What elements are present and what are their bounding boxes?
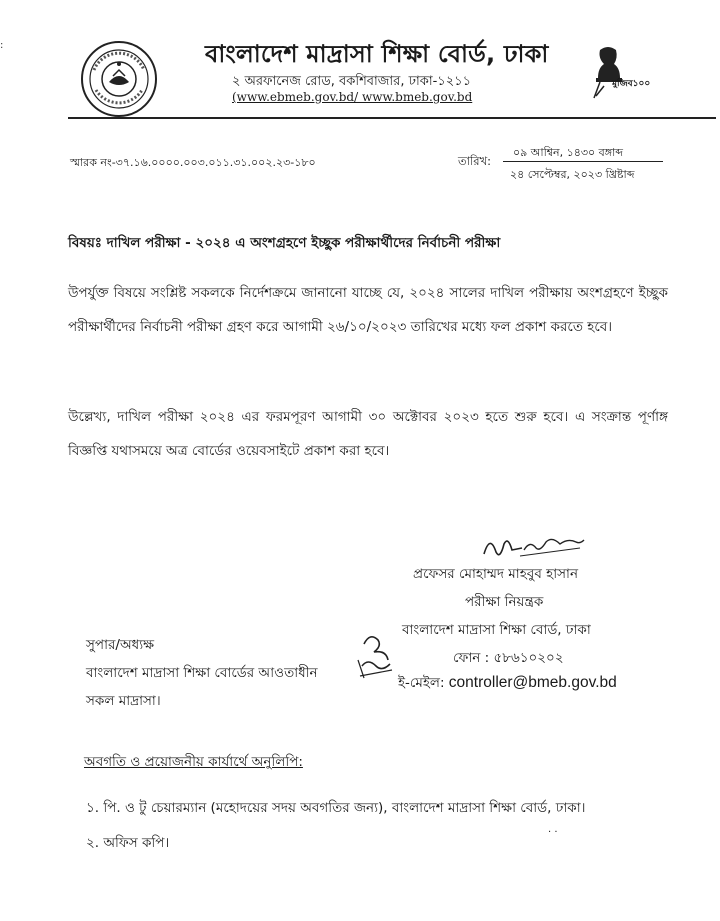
mujib-100-emblem-icon [590,42,658,102]
email-label: ই-মেইল: [398,675,445,691]
page-edge-mark: : [0,40,4,51]
date-bangla: ০৯ আশ্বিন, ১৪৩০ বঙ্গাব্দ [513,146,624,159]
mujib-100-text: মুজিব১০০ [612,79,651,89]
subject-line: বিষয়ঃ দাখিল পরীক্ষা - ২০২৪ এ অংশগ্রহণে ইচ্ছুক পরীক্ষার্থীদের নির্বাচনী পরীক্ষা [68,235,501,251]
board-title: বাংলাদেশ মাদ্রাসা শিক্ষা বোর্ড, ঢাকা [205,40,549,68]
board-seal-logo [80,40,158,118]
copy-item-1: ১. পি. ও টু চেয়ারম্যান (মহোদয়ের সদয় অবগতির জন্য), বাংলাদেশ মাদ্রাসা শিক্ষা বোর্ড, ঢাকা। [86,800,586,816]
signatory-office: বাংলাদেশ মাদ্রাসা শিক্ষা বোর্ড, ঢাকা [402,622,591,638]
signatory-designation: পরীক্ষা নিয়ন্ত্রক [465,594,544,610]
date-english: ২৪ সেপ্টেম্বর, ২০২৩ খ্রিষ্টাব্দ [510,168,635,181]
date-divider [503,161,663,162]
recipient-line-2: বাংলাদেশ মাদ্রাসা শিক্ষা বোর্ডের আওতাধীন [86,665,318,681]
recipient-line-3: সকল মাদ্রাসা। [86,693,161,709]
body-paragraph-1: উপর্যুক্ত বিষয়ে সংশ্লিষ্ট সকলকে নির্দেশক্রমে জানানো যাচ্ছে যে, ২০২৪ সালের দাখিল পরীক্ষায় অংশগ্রহণে ইচ্ছুক পরীক্ষার্থীদের নির্বাচনী পরীক্ষা গ্রহণ করে আগামী ২৬/১০/২০২৩ তারিখের মধ্যে ফল প্রকাশ করতে হবে। [68,285,668,335]
stray-dot: · · [548,827,558,838]
board-address: ২ অরফানেজ রোড, বকশিবাজার, ঢাকা-১২১১ [232,74,472,89]
date-label: তারিখ: [458,154,492,168]
email-address[interactable]: controller@bmeb.gov.bd [448,674,617,691]
signatory-name: প্রফেসর মোহাম্মদ মাহবুব হাসান [413,566,579,582]
handwritten-initials [356,630,396,684]
board-websites[interactable]: (www.ebmeb.gov.bd/ www.bmeb.gov.bd [232,90,473,104]
recipient-line-1: সুপার/অধ্যক্ষ [86,637,155,653]
copy-item-2: ২. অফিস কপি। [86,835,170,851]
copy-heading: অবগতি ও প্রয়োজনীয় কার্যার্থে অনুলিপি: [84,754,303,770]
body-paragraph-2: উল্লেখ্য, দাখিল পরীক্ষা ২০২৪ এর ফরমপূরণ আগামী ৩০ অক্টোবর ২০২৩ হতে শুরু হবে। এ সংক্রান্ত পূর্ণাঙ্গ বিজ্ঞপ্তি যথাসময়ে অত্র বোর্ডের ওয়েবসাইটে প্রকাশ করা হবে। [68,409,668,459]
memo-number: স্মারক নং-৩৭.১৬.০০০০.০০৩.০১১.৩১.০০২.২৩-১৮০ [70,156,316,169]
signatory-email-line [398,672,617,695]
header-divider [68,117,716,119]
signatory-phone: ফোন : ৫৮৬১০২০২ [453,650,564,666]
handwritten-signature [480,526,590,566]
